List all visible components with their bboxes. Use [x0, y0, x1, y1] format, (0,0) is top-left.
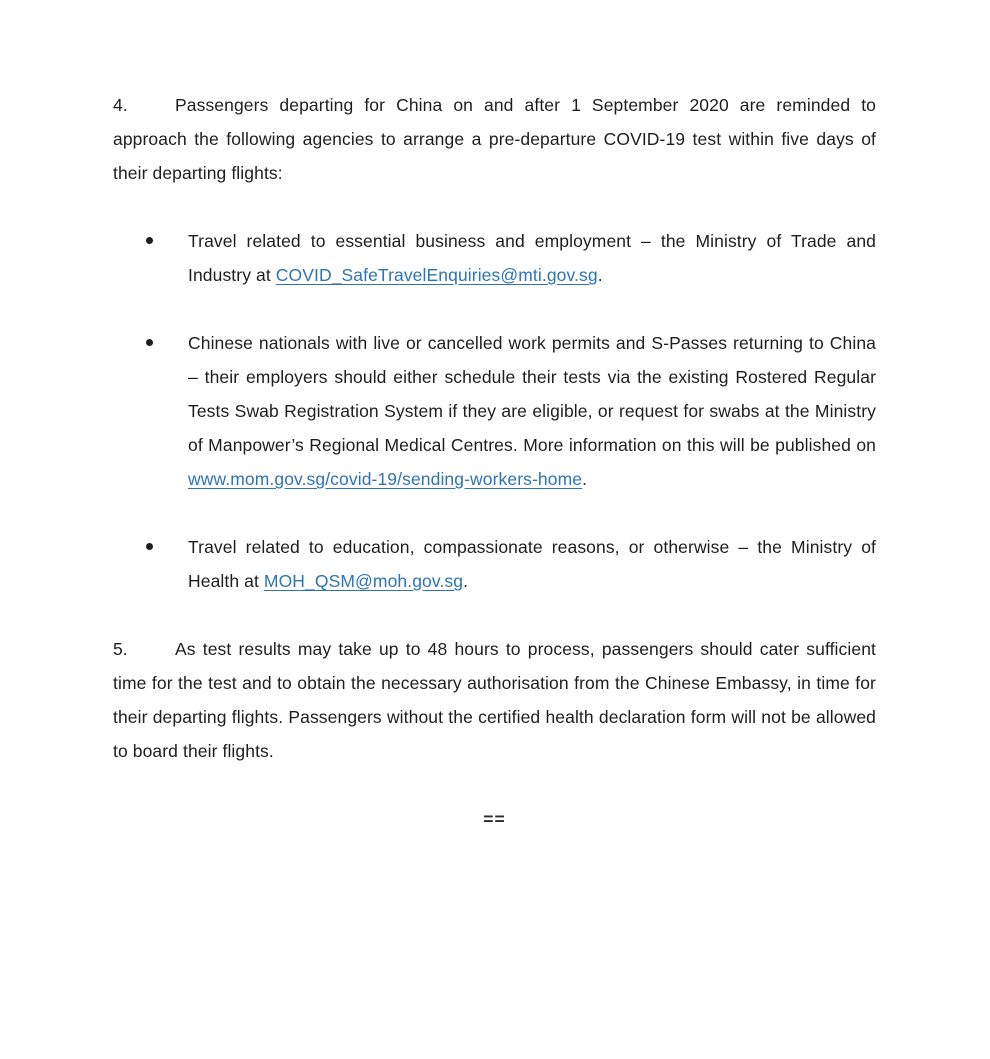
moh-email-link[interactable]: MOH_QSM@moh.gov.sg	[263, 571, 464, 591]
bullet-icon	[146, 543, 153, 550]
bullet-icon	[146, 339, 153, 346]
agency-bullet-list	[113, 224, 876, 598]
paragraph-4-number: 4.	[113, 95, 128, 115]
bullet-item-moh	[113, 530, 876, 598]
bullet-mom-text-after: .	[582, 469, 588, 489]
paragraph-5-text: As test results may take up to 48 hours to process, passengers should cater sufficient time for the test and to obtain the necessary authorisation from the Chinese Embassy, in time for their departing flights. Passengers without the certified health declaration form will not be allowed to board their flights.	[113, 639, 876, 761]
bullet-mti-text-after: .	[597, 265, 603, 285]
bullet-icon	[146, 237, 153, 244]
bullet-mom-text: Chinese nationals with live or cancelled work permits and S-Passes returning to China – their employers should either schedule their tests via the existing Rostered Regular Tests Swab Registration System if they are eligible, or request for swabs at the Ministry of Manpower’s Regional Medical Centres. More information on this will be published on	[188, 333, 876, 455]
bullet-item-mti	[113, 224, 876, 292]
paragraph-4-text: Passengers departing for China on and after 1 September 2020 are reminded to approach the following agencies to arrange a pre-departure COVID-19 test within five days of their departing flights:	[113, 95, 876, 183]
bullet-moh-text: Travel related to education, compassionate reasons, or otherwise – the Ministry of Health at	[188, 537, 876, 591]
bullet-mti-text: Travel related to essential business and employment – the Ministry of Trade and Industry at	[188, 231, 876, 285]
bullet-item-mom	[113, 326, 876, 496]
paragraph-5-number: 5.	[113, 639, 128, 659]
mom-website-link[interactable]: www.mom.gov.sg/covid-19/sending-workers-home	[188, 469, 583, 489]
mti-email-link[interactable]: COVID_SafeTravelEnquiries@mti.gov.sg	[275, 265, 598, 285]
bullet-moh-text-after: .	[463, 571, 469, 591]
end-of-document-marker: ==	[483, 809, 506, 829]
paragraph-5	[113, 632, 876, 768]
paragraph-4	[113, 88, 876, 190]
